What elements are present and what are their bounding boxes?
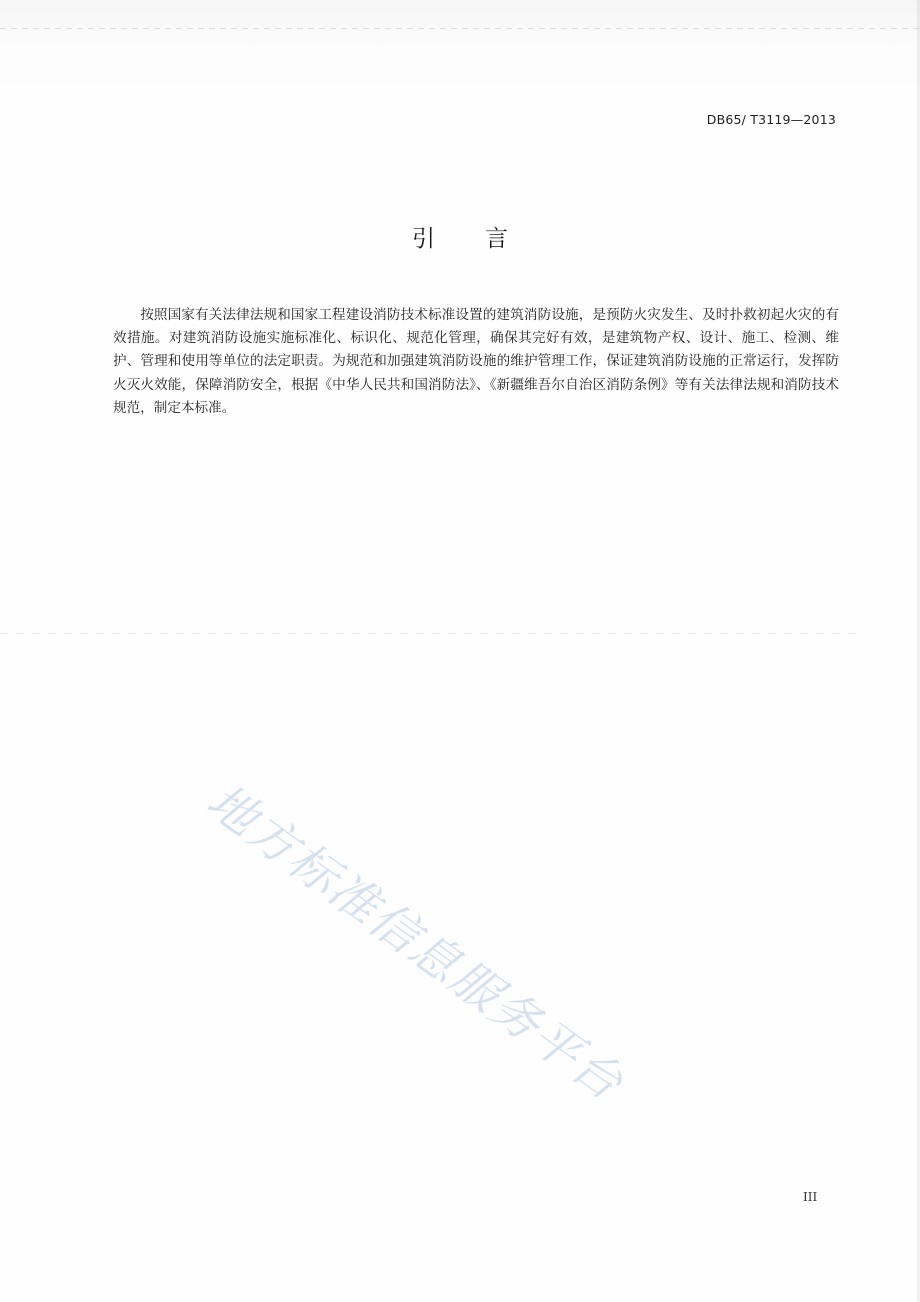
scan-artifact-top bbox=[0, 0, 920, 95]
scan-artifact-line bbox=[0, 28, 920, 29]
document-code: DB65/ T3119—2013 bbox=[706, 112, 836, 127]
body-paragraph: 按照国家有关法律法规和国家工程建设消防技术标准设置的建筑消防设施，是预防火灾发生、及时扑救初起火灾的有效措施。对建筑消防设施实施标准化、标识化、规范化管理，确保其完好有效，是建筑物产权、设计、施工、检测、维护、管理和使用等单位的法定职责。为规范和加强建筑消防设施的维护管理工作，保证建筑消防设施的正常运行，发挥防火灭火效能，保障消防安全，根据《中华人民共和国消防法》、《新疆维吾尔自治区消防条例》等有关法律法规和消防技术规范，制定本标准。 bbox=[113, 307, 839, 416]
scan-artifact-fold bbox=[0, 633, 860, 634]
watermark: 地方标准信息服务平台 bbox=[196, 772, 635, 1113]
page-number: III bbox=[803, 1190, 818, 1204]
page-title: 引言 bbox=[412, 226, 558, 252]
